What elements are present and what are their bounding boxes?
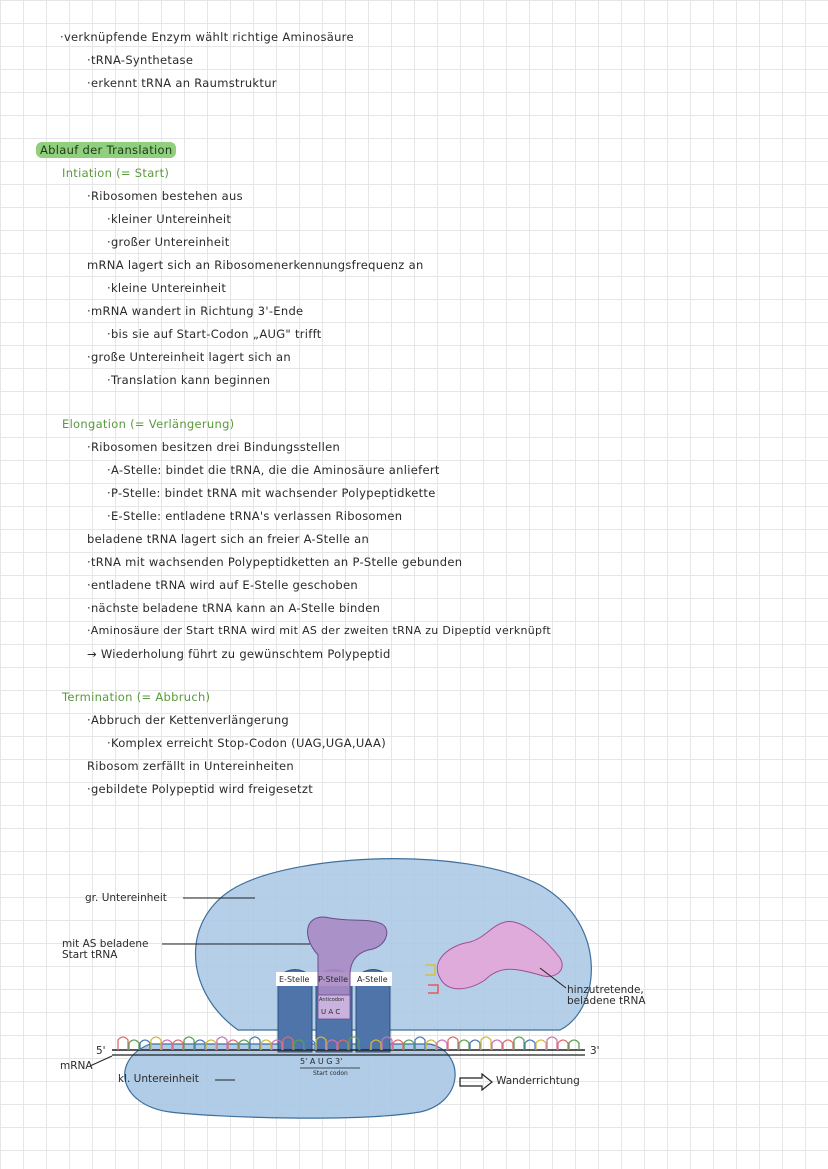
initiation-line: ·kleine Untereinheit <box>107 281 227 295</box>
label-p-site: P-Stelle <box>318 975 349 984</box>
intro-line-3: ·erkennt tRNA an Raumstruktur <box>87 76 277 90</box>
label-large-subunit: gr. Untereinheit <box>85 892 167 904</box>
label-incoming-1: hinzutretende, <box>567 984 644 996</box>
label-codon-title: Start codon <box>313 1070 348 1077</box>
elongation-title: Elongation (= Verlängerung) <box>62 417 235 431</box>
label-start-trna-1: mit AS beladene <box>62 938 149 950</box>
initiation-line: ·große Untereinheit lagert sich an <box>87 350 291 364</box>
mrna-base <box>492 1040 502 1050</box>
termination-title: Termination (= Abbruch) <box>62 690 211 704</box>
elongation-line: → Wiederholung führt zu gewünschtem Polypeptid <box>87 647 391 661</box>
label-mrna: mRNA <box>60 1060 93 1072</box>
intro-line-1: ·verknüpfende Enzym wählt richtige Aminosäure <box>60 30 354 44</box>
initiation-line: ·kleiner Untereinheit <box>107 212 232 226</box>
mrna-base <box>459 1040 469 1050</box>
mrna-base <box>503 1040 513 1050</box>
initiation-line: ·bis sie auf Start-Codon „AUG" trifft <box>107 327 322 341</box>
mrna-base <box>481 1037 491 1050</box>
mrna-base <box>514 1037 524 1050</box>
initiation-line: ·Translation kann beginnen <box>107 373 271 387</box>
label-start-trna-2: Start tRNA <box>62 949 118 961</box>
initiation-line: ·großer Untereinheit <box>107 235 230 249</box>
termination-line: ·gebildete Polypeptid wird freigesetzt <box>87 782 314 796</box>
mrna-base <box>470 1040 480 1050</box>
leader-mrna <box>90 1056 112 1066</box>
intro-line-2: ·tRNA-Synthetase <box>87 53 194 67</box>
label-e-site: E-Stelle <box>279 975 310 984</box>
elongation-line: ·P-Stelle: bindet tRNA mit wachsender Polypeptidkette <box>107 486 436 500</box>
mrna-base <box>448 1037 458 1050</box>
elongation-line: ·Aminosäure der Start tRNA wird mit AS der zweiten tRNA zu Dipeptid verknüpft <box>87 624 551 637</box>
elongation-line: ·Ribosomen besitzen drei Bindungsstellen <box>87 440 341 454</box>
termination-line: ·Komplex erreicht Stop-Codon (UAG,UGA,UAA) <box>107 736 386 750</box>
termination-line: ·Abbruch der Kettenverlängerung <box>87 713 290 727</box>
elongation-line: ·A-Stelle: bindet die tRNA, die die Aminosäure anliefert <box>107 463 440 477</box>
elongation-line: ·nächste beladene tRNA kann an A-Stelle binden <box>87 601 381 615</box>
label-anticodon: U A C <box>321 1008 341 1016</box>
initiation-line: ·mRNA wandert in Richtung 3'-Ende <box>87 304 304 318</box>
label-small-subunit: kl. Untereinheit <box>118 1073 199 1085</box>
mrna-base <box>129 1040 139 1050</box>
mrna-base <box>536 1040 546 1050</box>
initiation-line: mRNA lagert sich an Ribosomenerkennungsfrequenz an <box>87 258 424 272</box>
label-incoming-2: beladene tRNA <box>567 995 646 1007</box>
direction-arrow-icon <box>460 1074 492 1090</box>
label-anticodon-title: Anticodon <box>319 997 345 1003</box>
termination-line: Ribosom zerfällt in Untereinheiten <box>87 759 294 773</box>
label-a-site: A-Stelle <box>357 975 388 984</box>
label-five-prime: 5' <box>96 1045 106 1057</box>
initiation-title: Intiation (= Start) <box>62 166 170 180</box>
mrna-base <box>525 1040 535 1050</box>
elongation-line: ·tRNA mit wachsenden Polypeptidketten an P-Stelle gebunden <box>87 555 463 569</box>
mrna-base <box>118 1037 128 1050</box>
label-three-prime: 3' <box>590 1045 600 1057</box>
label-codon: 5' A U G 3' <box>300 1057 343 1066</box>
heading-highlight: Ablauf der Translation <box>36 142 176 158</box>
elongation-line: ·entladene tRNA wird auf E-Stelle geschoben <box>87 578 358 592</box>
label-direction: Wanderrichtung <box>496 1075 580 1087</box>
mrna-base <box>569 1040 579 1050</box>
elongation-line: beladene tRNA lagert sich an freier A-Stelle an <box>87 532 370 546</box>
mrna-base <box>558 1040 568 1050</box>
initiation-line: ·Ribosomen bestehen aus <box>87 189 243 203</box>
elongation-line: ·E-Stelle: entladene tRNA's verlassen Ribosomen <box>107 509 403 523</box>
mrna-base <box>547 1037 557 1050</box>
